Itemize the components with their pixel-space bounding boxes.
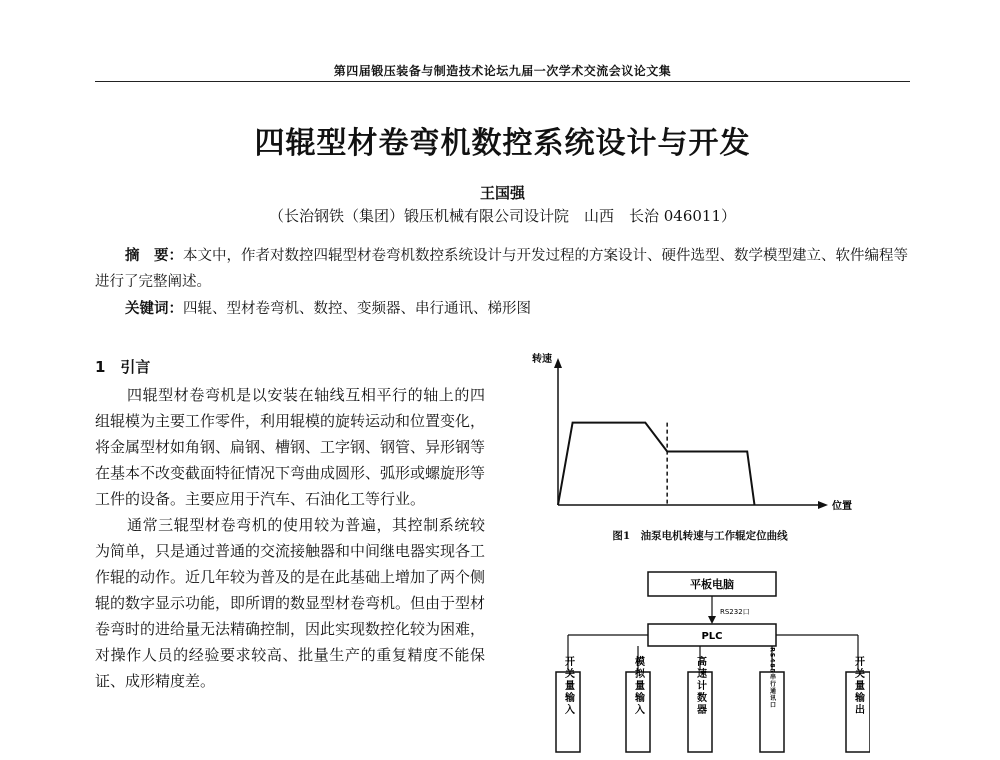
module-label: RS485串行通讯口 [768,647,776,709]
figure1-chart [520,350,880,525]
module-label: 高速计数器 [694,656,706,716]
y-axis-arrow [554,358,562,368]
section-heading: 1 引言 [95,358,151,376]
speed-curve-line [558,423,755,505]
figure1-caption: 图1 油泵电机转速与工作辊定位曲线 [612,530,788,542]
keywords-label: 关键词： [125,301,183,317]
tablet-label: 平板电脑 [690,578,734,591]
plc-label: PLC [701,631,723,642]
abstract [95,243,910,295]
keywords [95,296,910,322]
keywords-text: 四辊、型材卷弯机、数控、变频器、串行通讯、梯形图 [183,301,531,317]
module-label: 开关量输出 [852,656,864,716]
paper-title: 四辊型材卷弯机数控系统设计与开发 [254,126,751,161]
module-label: 模拟量输入 [632,656,644,716]
rs232-arrow [708,616,716,624]
module-label: 开关量输入 [562,656,574,716]
rs232-label: RS232口 [720,608,750,616]
body-paragraph: 通常三辊型材卷弯机的使用较为普遍，其控制系统较为简单，只是通过普通的交流接触器和中间继电器实现各工作辊的动作。近几年较为普及的是在此基础上增加了两个侧辊的数字显示功能，即所谓的数显型材卷弯机。但由于型材卷弯时的进给量无法精确控制，因此实现数控化较为困难，对操作人员的经验要求较高、批量生产的重复精度不能保证、成形精度差。 [95,516,486,690]
abstract-text: 本文中，作者对数控四辊型材卷弯机数控系统设计与开发过程的方案设计、硬件选型、数学模型建立、软件编程等进行了完整阐述。 [95,248,908,290]
affiliation: （长治钢铁（集团）锻压机械有限公司设计院 山西 长治 046011） [268,207,737,225]
x-axis-label: 位置 [832,501,852,512]
header-rule [95,81,910,82]
y-axis-label: 转速 [532,354,552,365]
running-header: 第四届锻压装备与制造技术论坛九届一次学术交流会议论文集 [333,64,672,78]
body-column [95,382,485,694]
figure2-diagram [540,568,870,760]
abstract-label: 摘 要： [125,248,183,264]
author: 王国强 [479,184,525,202]
body-paragraph: 四辊型材卷弯机是以安装在轴线互相平行的轴上的四组辊模为主要工作零件，利用辊模的旋转运动和位置变化，将金属型材如角钢、扁钢、槽钢、工字钢、钢管、异形钢等在基本不改变截面特征情况下弯曲成圆形、弧形或螺旋形等工件的设备。主要应用于汽车、石油化工等行业。 [95,386,486,508]
x-axis-arrow [818,501,828,509]
